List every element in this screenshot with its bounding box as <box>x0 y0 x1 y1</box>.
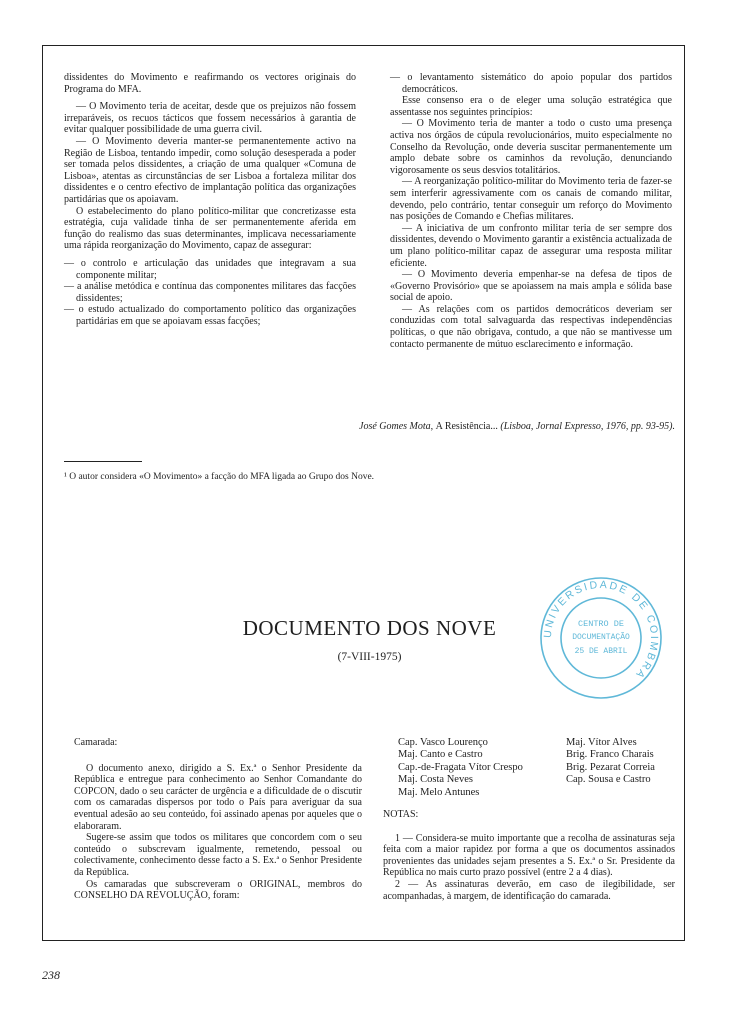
paragraph: Os camaradas que subscreveram o ORIGINAL, membros do CONSELHO DA REVOLUÇÃO, foram: <box>74 878 362 902</box>
signatory: Maj. Melo Antunes <box>398 786 480 798</box>
signatories-column-1 <box>398 737 523 799</box>
paragraph: — O Movimento teria de aceitar, desde que os prejuizos não fossem irreparáveis, os recuos tácticos que fossem necessários à garantia de evitar qualquer possibilidade de uma guerra civil. <box>64 101 356 136</box>
paragraph: — O Movimento teria de manter a todo o custo uma presença activa nos órgãos de cúpula revolucionários, muito especialmente no Conselho da Revolução, onde deveria suscitar permanentemente um amplo debate sobre os caminhos da revolução, denunciando vigorosamente os seus desvios totalitários. <box>390 118 672 176</box>
footnote-rule <box>64 461 142 462</box>
paragraph: — O Movimento deveria manter-se permanentemente activo na Região de Lisboa, tentando impedir, como solução desesperada a poder ser tomada pelos dissidentes, a criação de uma qualquer «Comuna de Lisboa», atentas as circunstâncias de ser Lisboa a fortaleza militar dos dissidentes e o centro efectivo de implantação política das organizações partidárias que os apoiavam. <box>64 135 356 205</box>
page-number: 238 <box>42 968 60 982</box>
notes-section <box>383 809 675 902</box>
list-item: — a análise metódica e contínua das componentes militares das facções dissidentes; <box>64 281 356 304</box>
archive-stamp <box>537 574 665 702</box>
paragraph: — As relações com os partidos democráticos deveriam ser conduzidas com total salvaguarda das respectivas independências políticas, o que não obrigava, contudo, a que não se mantivesse um contacto permanente de mútuo esclarecimento e informação. <box>390 303 672 350</box>
citation-author: José Gomes Mota, <box>359 421 434 432</box>
signatory: Cap. Sousa e Castro <box>566 774 651 786</box>
list-item: — o estudo actualizado do comportamento político das organizações partidárias em que se apoiavam essas facções; <box>64 304 356 327</box>
citation-work: A Resistência... <box>435 421 498 432</box>
notes-heading: NOTAS: <box>383 809 419 820</box>
signatory: Brig. Franco Charais <box>566 749 654 761</box>
signatory: Cap. Vasco Lourenço <box>398 737 488 748</box>
signatory: Brig. Pezarat Correia <box>566 761 655 773</box>
paragraph: O estabelecimento do plano político-militar que concretizasse esta estratégia, cuja validade tinha de ser permanentemente aferida em função do realismo das suas determinantes, implicava necessariamente uma rápida reorganização do Movimento, capaz de assegurar: <box>64 205 356 252</box>
list-item: — o controlo e articulação das unidades que integravam a sua componente militar; <box>64 257 356 281</box>
top-right-column <box>390 72 672 350</box>
signatory: Maj. Costa Neves <box>398 774 473 786</box>
stamp-line-1: CENTRO DE <box>578 619 624 629</box>
paragraph: dissidentes do Movimento e reafirmando os vectores originais do Programa do MFA. <box>64 72 356 95</box>
stamp-outer-text: UNIVERSIDADE DE COIMBRA <box>541 578 661 682</box>
document-title: DOCUMENTO DOS NOVE <box>242 616 497 640</box>
paragraph: Sugere-se assim que todos os militares que concordem com o seu conteúdo o subscrevam igualmente, remetendo, pessoal ou colectivamente, conhecimento desse facto a S. Ex.ª o Senhor Presidente da República. <box>74 832 362 878</box>
salutation: Camarada: <box>74 737 118 748</box>
signatory: Maj. Vítor Alves <box>566 737 637 748</box>
stamp-line-3: 25 DE ABRIL <box>574 647 628 656</box>
citation <box>359 421 675 432</box>
signatory: Maj. Canto e Castro <box>398 749 483 761</box>
paragraph: — A iniciativa de um confronto militar teria de ser sempre dos dissidentes, devendo o Movimento garantir a existência actualizada de um plano político-militar capaz de assegurar uma resposta militar eficiente. <box>390 222 672 269</box>
footnote: ¹ O autor considera «O Movimento» a facção do MFA ligada ao Grupo dos Nove. <box>64 472 375 482</box>
citation-source: (Lisboa, Jornal Expresso, 1976, pp. 93-95). <box>500 421 675 432</box>
signatory: Cap.-de-Fragata Vítor Crespo <box>398 761 523 773</box>
top-left-column <box>64 72 356 327</box>
signatories-column-2 <box>566 737 655 787</box>
paragraph: Esse consenso era o de eleger uma solução estratégica que assentasse nos seguintes princípios: <box>390 95 672 118</box>
note: 1 — Considera-se muito importante que a recolha de assinaturas seja feita com a maior rapidez por forma a que os documentos assinados provenientes das unidades sejam presentes a S. Ex.ª o Sr. Presidente da República no mais curto prazo possível (entre 2 a 4 dias). <box>383 832 675 879</box>
paragraph: — A reorganização político-militar do Movimento teria de fazer-se sem interferir agressivamente com os canais de comando militar, devendo, pelo contrário, tentar conseguir um reforço do Movimento nas posições de Comando e Chefias militares. <box>390 176 672 223</box>
letter-column <box>74 737 362 902</box>
note: 2 — As assinaturas deverão, em caso de ilegibilidade, ser acompanhadas, à margem, de identificação do camarada. <box>383 878 675 902</box>
document-date: (7-VIII-1975) <box>337 651 402 663</box>
paragraph: O documento anexo, dirigido a S. Ex.ª o Senhor Presidente da República e entregue para conhecimento ao Senhor Comandante do COPCON, dado o seu carácter de urgência e a dificuldade de o discutir com os camaradas dispersos por todo o País para averiguar da sua eventual adesão ao seu conteúdo, foi assinado apenas por aqueles que o elaboraram. <box>74 762 362 832</box>
paragraph: — O Movimento deveria empenhar-se na defesa de tipos de «Governo Provisório» que se apoiassem na mais ampla e sólida base social de apoio. <box>390 269 672 304</box>
list-item: — o levantamento sistemático do apoio popular dos partidos democráticos. <box>390 72 672 95</box>
stamp-line-2: DOCUMENTAÇÃO <box>572 633 630 642</box>
